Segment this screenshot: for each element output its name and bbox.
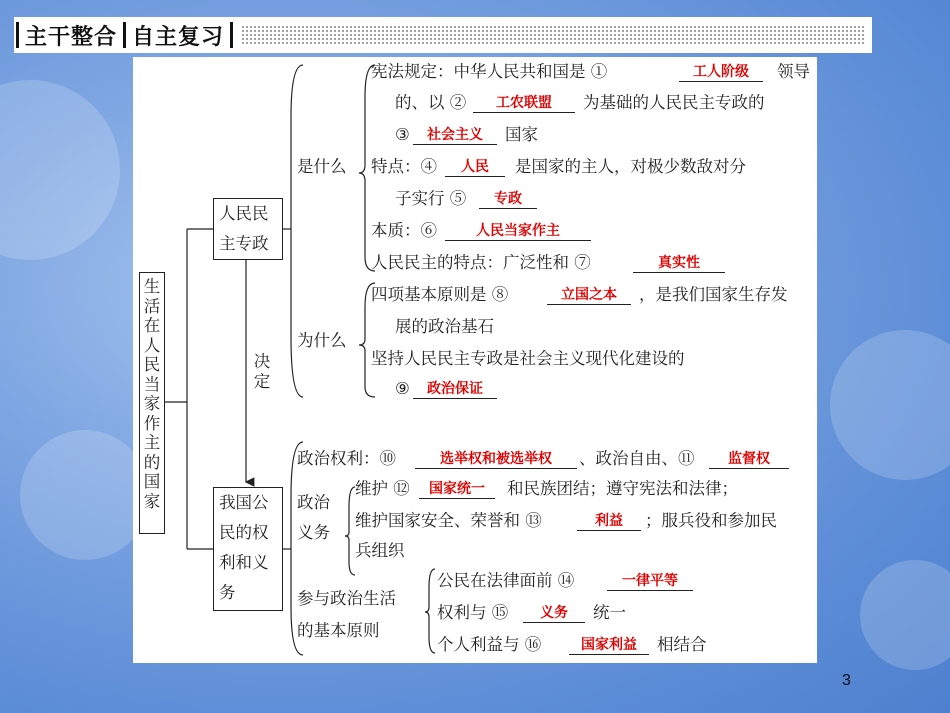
why-line1: 四项基本原则是 ⑧ bbox=[371, 285, 509, 304]
what-label: 是什么 bbox=[297, 157, 347, 176]
rights-line1-mid: 、政治自由、⑪ bbox=[579, 449, 695, 468]
answer-5: 专政 bbox=[479, 190, 537, 209]
page-number: 3 bbox=[842, 672, 851, 689]
answer-11: 监督权 bbox=[709, 450, 789, 469]
rights-line2: 维护 ⑫ bbox=[355, 479, 410, 498]
what-line4-end: 是国家的主人，对极少数敌对分 bbox=[515, 157, 746, 176]
what-line7: 人民民主的特点：广泛性和 ⑦ bbox=[371, 253, 591, 272]
bokeh-circle bbox=[20, 430, 150, 560]
why-line4: ⑨ bbox=[395, 379, 410, 398]
answer-1: 工人阶级 bbox=[679, 63, 763, 82]
answer-10: 选举权和被选举权 bbox=[415, 450, 577, 469]
what-line1: 宪法规定：中华人民共和国是 ① bbox=[371, 62, 608, 81]
mind-map-panel bbox=[133, 57, 817, 663]
principle-label-line2: 的基本原则 bbox=[297, 621, 380, 640]
header-divider bbox=[230, 22, 233, 48]
answer-4: 人民 bbox=[445, 158, 505, 177]
decide-label: 决定 bbox=[253, 352, 271, 391]
why-line1-end: ，是我们国家生存发 bbox=[639, 285, 788, 304]
root-topic-text bbox=[143, 277, 161, 511]
header-title-left: 主干整合 bbox=[25, 24, 118, 50]
why-line2: 展的政治基石 bbox=[395, 317, 494, 336]
rights-line1: 政治权利：⑩ bbox=[297, 449, 396, 468]
what-line3: ③ bbox=[395, 125, 410, 144]
answer-9: 政治保证 bbox=[413, 380, 497, 399]
what-line2: 的、以 ② bbox=[395, 93, 467, 112]
duty-label-line1: 政治 bbox=[297, 493, 330, 512]
header-divider bbox=[16, 22, 19, 48]
bokeh-circle bbox=[830, 330, 950, 480]
what-line1-end: 领导 bbox=[777, 62, 810, 81]
rights-line3: 维护国家安全、荣誉和 ⑬ bbox=[355, 511, 542, 530]
duty-label-line2: 义务 bbox=[297, 523, 330, 542]
node-rights-line3: 利和义 bbox=[219, 553, 269, 572]
what-line6: 本质：⑥ bbox=[371, 221, 437, 240]
header-title-right: 自主复习 bbox=[132, 24, 225, 50]
principle-line3-end: 相结合 bbox=[657, 635, 707, 654]
principle-line3: 个人利益与 ⑯ bbox=[437, 635, 542, 654]
principle-line2-end: 统一 bbox=[593, 603, 626, 622]
answer-2: 工农联盟 bbox=[473, 94, 575, 113]
what-line4: 特点：④ bbox=[371, 157, 437, 176]
answer-12: 国家统一 bbox=[419, 480, 495, 499]
rights-line3-end: ；服兵役和参加民 bbox=[645, 511, 777, 530]
root-topic-label: 生活在人民当家作主的国家 bbox=[143, 277, 161, 511]
node-rights-line1: 我国公 bbox=[219, 493, 269, 512]
principle-label-line1: 参与政治生活 bbox=[297, 589, 396, 608]
answer-6: 人民当家作主 bbox=[445, 222, 591, 241]
answer-3: 社会主义 bbox=[413, 126, 497, 145]
bokeh-circle bbox=[0, 80, 120, 260]
header-divider bbox=[123, 22, 126, 48]
why-line3: 坚持人民民主专政是社会主义现代化建设的 bbox=[371, 349, 685, 368]
rights-line4: 兵组织 bbox=[355, 541, 405, 560]
bokeh-circle bbox=[860, 560, 950, 670]
what-line2-end: 为基础的人民民主专政的 bbox=[583, 93, 765, 112]
header-dot-pattern bbox=[241, 25, 864, 45]
why-label: 为什么 bbox=[297, 331, 347, 350]
answer-13: 利益 bbox=[577, 512, 641, 531]
what-line5: 子实行 ⑤ bbox=[395, 189, 467, 208]
section-header bbox=[14, 17, 872, 53]
node-rights-line2: 民的权 bbox=[219, 523, 269, 542]
node-rights-line4: 务 bbox=[219, 583, 236, 602]
answer-14: 一律平等 bbox=[607, 572, 693, 591]
principle-line1: 公民在法律面前 ⑭ bbox=[437, 571, 575, 590]
answer-8: 立国之本 bbox=[547, 286, 631, 305]
answer-16: 国家利益 bbox=[569, 636, 649, 655]
what-line3-end: 国家 bbox=[505, 125, 538, 144]
answer-7: 真实性 bbox=[633, 254, 725, 273]
answer-15: 义务 bbox=[523, 604, 585, 623]
node-dictatorship-line2: 主专政 bbox=[219, 234, 269, 253]
principle-line2: 权利与 ⑮ bbox=[437, 603, 509, 622]
rights-line2-end: 和民族团结；遵守宪法和法律； bbox=[507, 479, 738, 498]
node-dictatorship-line1: 人民民 bbox=[219, 204, 269, 223]
